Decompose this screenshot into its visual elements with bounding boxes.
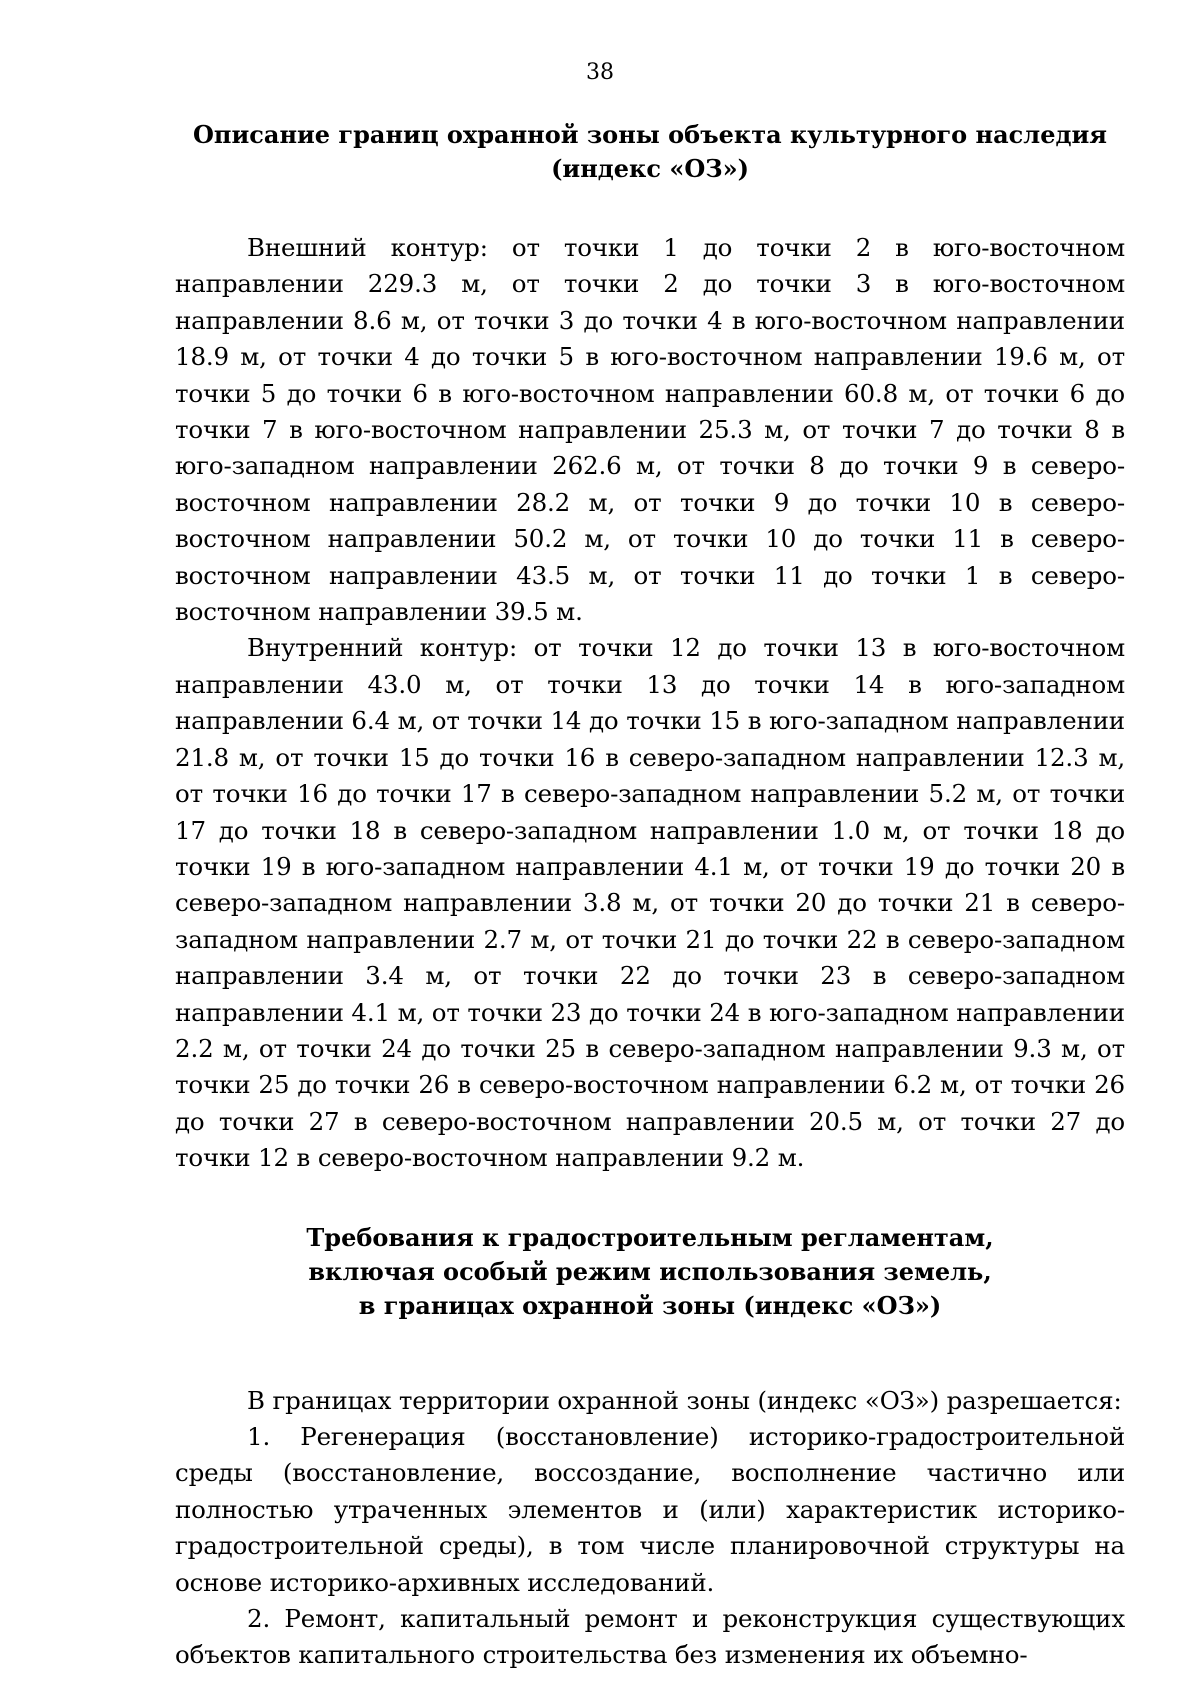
section-title-line: Описание границ охранной зоны объекта культурного наследия (193, 120, 1107, 149)
permitted-item-1: 1. Регенерация (восстановление) историко-градостроительной среды (восстановление, воссоздание, восполнение частично или полностью утраченных элементов и (или) характеристик историко-градостроительной среды), в том числе планировочной структуры на основе историко-архивных исследований. (175, 1421, 1125, 1597)
inner-contour-paragraph: Внутренний контур: от точки 12 до точки 13 в юго-восточном направлении 43.0 м, от точки 13 до точки 14 в юго-западном направлении 6.4 м, от точки 14 до точки 15 в юго-западном направлении 21.8 м, от точки 15 до точки 16 в северо-западном направлении 12.3 м, от точки 16 до точки 17 в северо-западном направлении 5.2 м, от точки 17 до точки 18 в северо-западном направлении 1.0 м, от точки 18 до точки 19 в юго-западном направлении 4.1 м, от точки 19 до точки 20 в северо-западном направлении 3.8 м, от точки 20 до точки 21 в северо-западном направлении 2.7 м, от точки 21 до точки 22 в северо-западном направлении 3.4 м, от точки 22 до точки 23 в северо-западном направлении 4.1 м, от точки 23 до точки 24 в юго-западном направлении 2.2 м, от точки 24 до точки 25 в северо-западном направлении 9.3 м, от точки 25 до точки 26 в северо-восточном направлении 6.2 м, от точки 26 до точки 27 в северо-восточном направлении 20.5 м, от точки 27 до точки 12 в северо-восточном направлении 9.2 м. (175, 633, 1125, 1173)
section-title-protection-zone-boundaries (175, 118, 1125, 186)
page-number: 38 (586, 60, 614, 85)
permitted-intro-paragraph: В границах территории охранной зоны (индекс «ОЗ») разрешается: (247, 1385, 1122, 1415)
section-title-line: включая особый режим использования земель, (308, 1256, 992, 1286)
permitted-item-2: 2. Ремонт, капитальный ремонт и реконструкция существующих объектов капитального строительства без изменения их объемно- (175, 1604, 1125, 1670)
section-title-line: (индекс «ОЗ») (551, 154, 749, 183)
section-title-line: Требования к градостроительным регламентам, (306, 1222, 994, 1252)
section-title-urban-planning-requirements (175, 1221, 1125, 1323)
outer-contour-paragraph: Внешний контур: от точки 1 до точки 2 в юго-восточном направлении 229.3 м, от точки 2 до точки 3 в юго-восточном направлении 8.6 м, от точки 3 до точки 4 в юго-восточном направлении 18.9 м, от точки 4 до точки 5 в юго-восточном направлении 19.6 м, от точки 5 до точки 6 в юго-восточном направлении 60.8 м, от точки 6 до точки 7 в юго-восточном направлении 25.3 м, от точки 7 до точки 8 в юго-западном направлении 262.6 м, от точки 8 до точки 9 в северо-восточном направлении 28.2 м, от точки 9 до точки 10 в северо-восточном направлении 50.2 м, от точки 10 до точки 11 в северо-восточном направлении 43.5 м, от точки 11 до точки 1 в северо-восточном направлении 39.5 м. (175, 233, 1125, 627)
page-content (175, 118, 1125, 1674)
section-title-line: в границах охранной зоны (индекс «ОЗ») (358, 1290, 942, 1320)
